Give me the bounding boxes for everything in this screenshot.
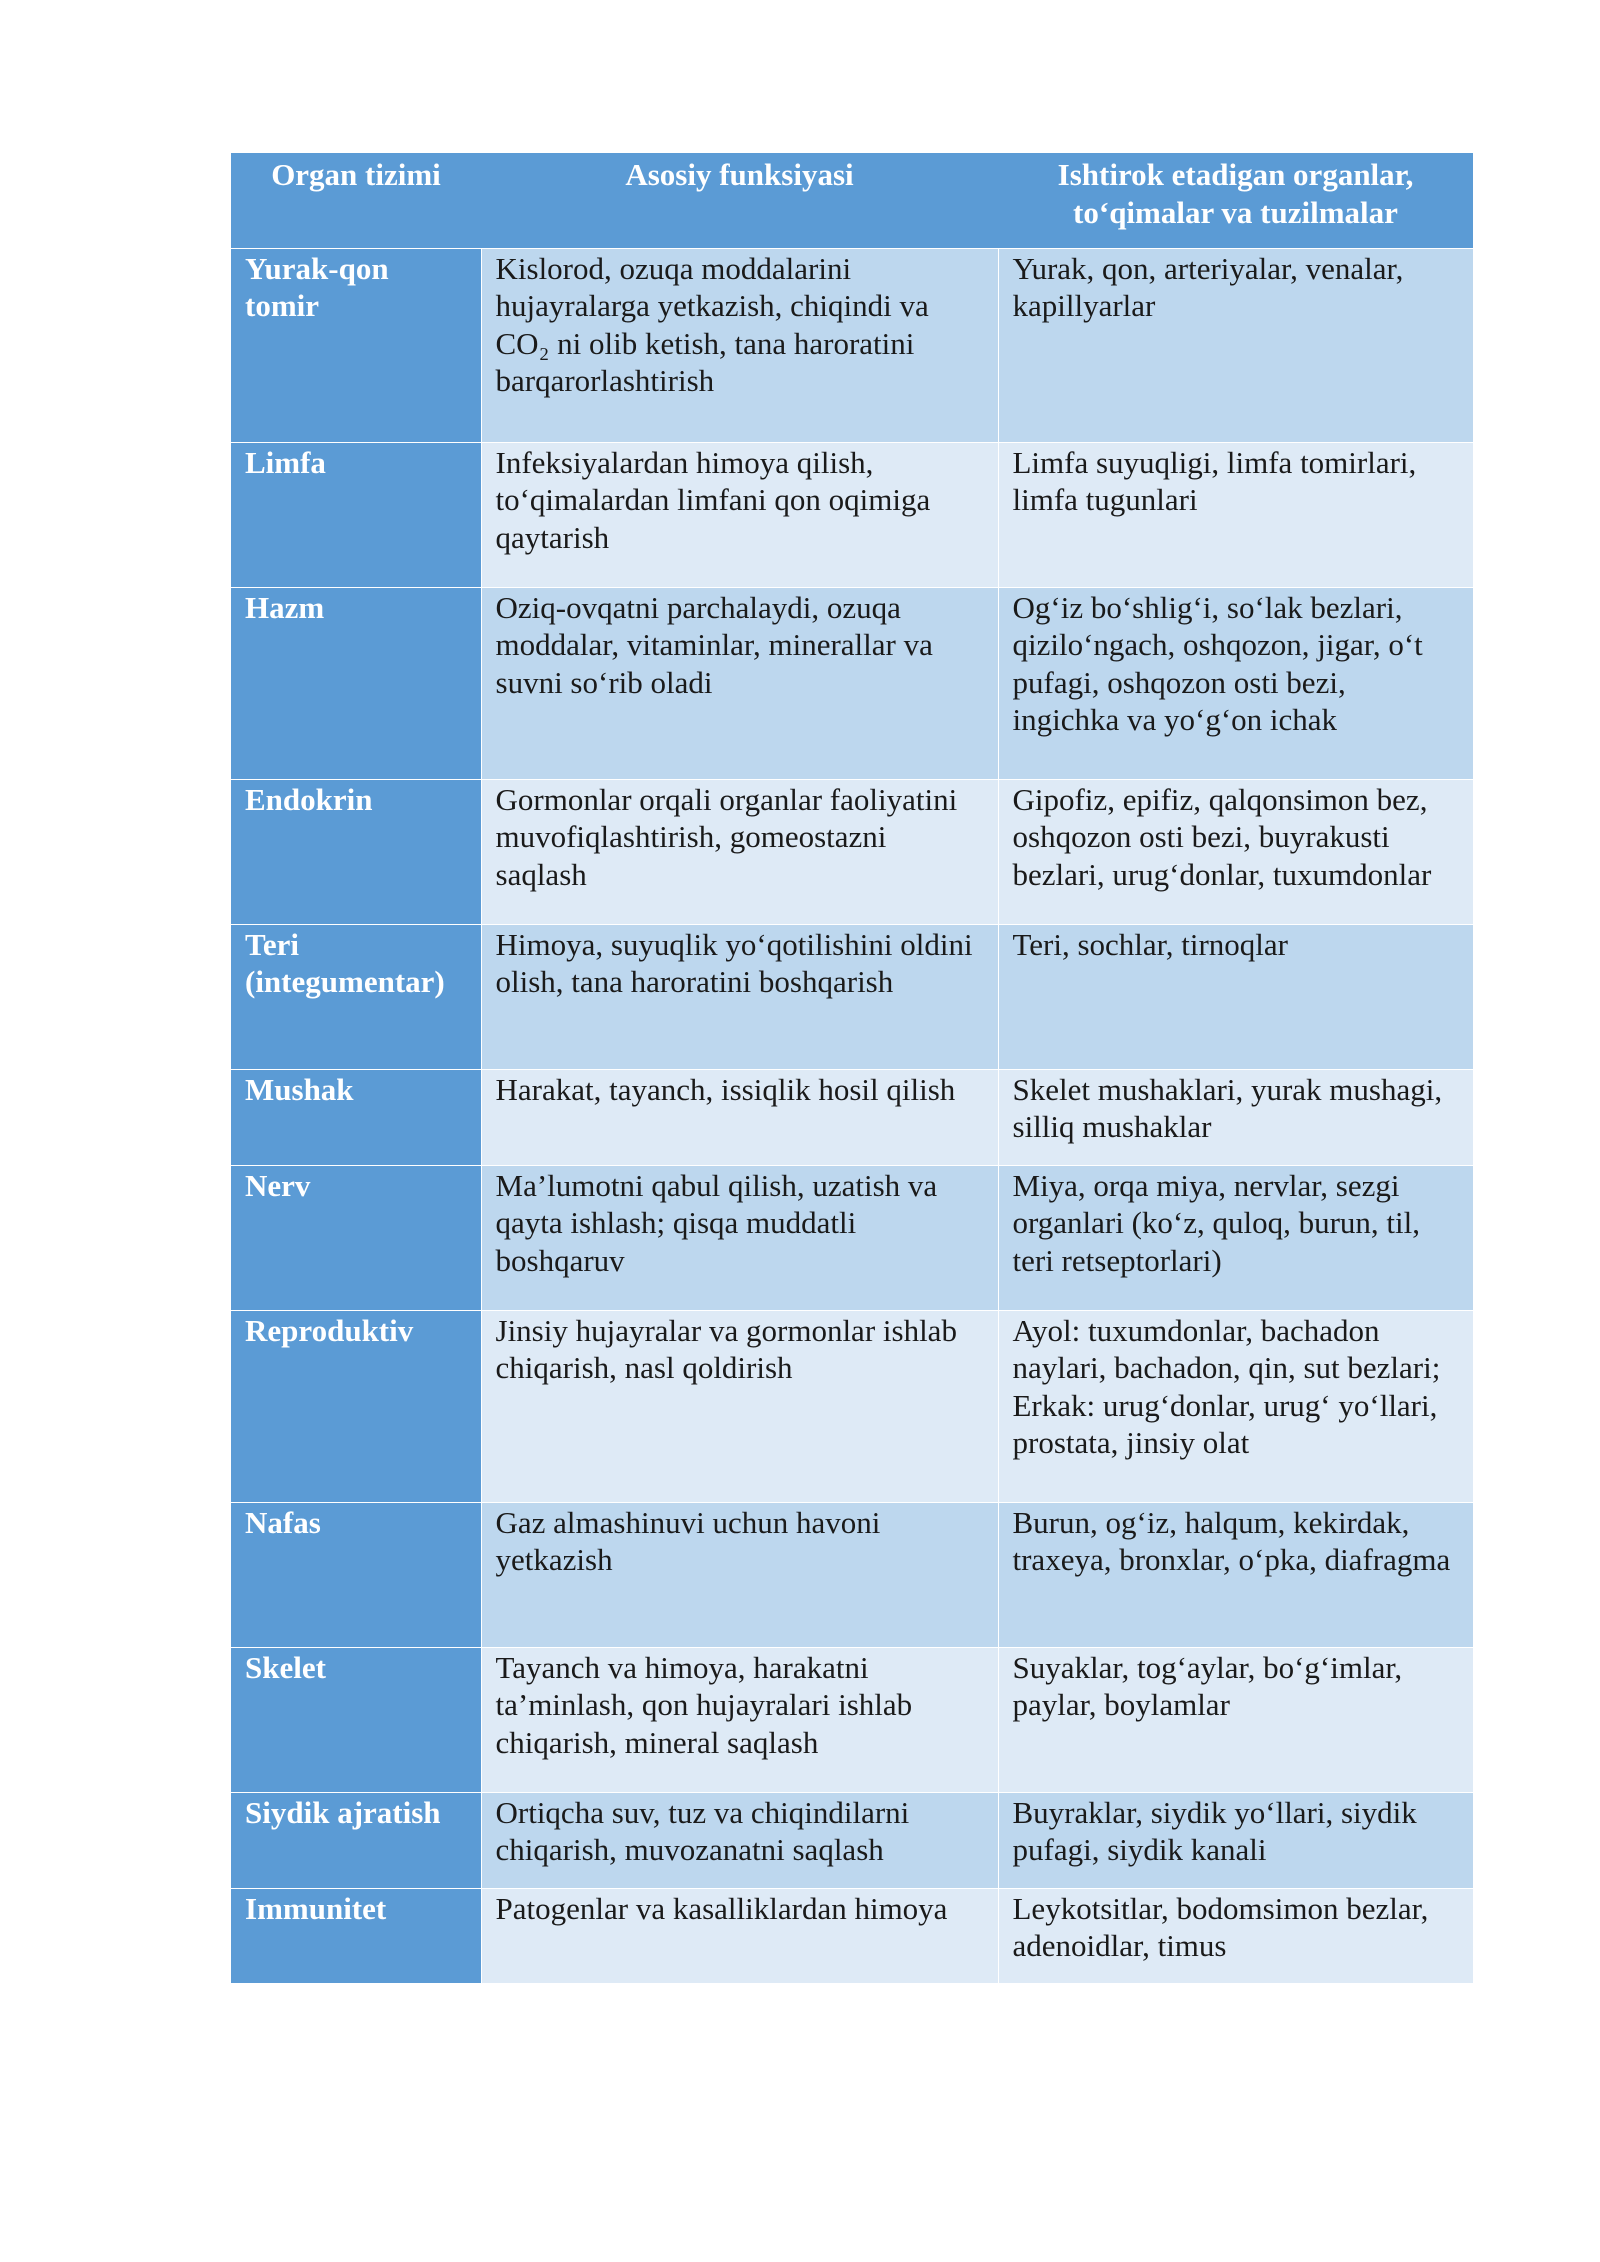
function-cell: Patogenlar va kasalliklardan himoya [481, 1888, 998, 1983]
header-organ-system: Organ tizimi [231, 153, 481, 248]
organs-cell: Teri, sochlar, tirnoqlar [998, 924, 1473, 1069]
function-cell: Tayanch va himoya, harakatni ta’minlash, qon hujayralari ishlab chiqarish, mineral saqlash [481, 1647, 998, 1792]
organ-system-name: Yurak-qon tomir [231, 248, 481, 442]
organs-cell: Miya, orqa miya, nervlar, sezgi organlari (ko‘z, quloq, burun, til, teri retseptorlari) [998, 1165, 1473, 1310]
function-cell: Gormonlar orqali organlar faoliyatini muvofiqlashtirish, gomeostazni saqlash [481, 779, 998, 924]
table-row [231, 1792, 1473, 1888]
organ-system-name: Limfa [231, 442, 481, 587]
table-row [231, 1069, 1473, 1165]
organ-system-name: Nerv [231, 1165, 481, 1310]
organ-systems-table [231, 153, 1473, 1983]
organs-cell: Leykotsitlar, bodomsimon bezlar, adenoidlar, timus [998, 1888, 1473, 1983]
organ-system-name: Immunitet [231, 1888, 481, 1983]
organs-cell: Buyraklar, siydik yo‘llari, siydik pufagi, siydik kanali [998, 1792, 1473, 1888]
table-row [231, 1310, 1473, 1502]
header-organs-involved: Ishtirok etadigan organlar, to‘qimalar va tuzilmalar [998, 153, 1473, 248]
organ-system-name: Reproduktiv [231, 1310, 481, 1502]
organs-cell: Suyaklar, tog‘aylar, bo‘g‘imlar, paylar, boylamlar [998, 1647, 1473, 1792]
organ-system-name: Hazm [231, 587, 481, 779]
organ-system-name: Nafas [231, 1502, 481, 1647]
table-row [231, 1888, 1473, 1983]
function-cell: Ortiqcha suv, tuz va chiqindilarni chiqarish, muvozanatni saqlash [481, 1792, 998, 1888]
organ-system-name: Mushak [231, 1069, 481, 1165]
function-cell: Jinsiy hujayralar va gormonlar ishlab chiqarish, nasl qoldirish [481, 1310, 998, 1502]
function-cell: Harakat, tayanch, issiqlik hosil qilish [481, 1069, 998, 1165]
organ-system-name: Endokrin [231, 779, 481, 924]
function-cell: Himoya, suyuqlik yo‘qotilishini oldini olish, tana haroratini boshqarish [481, 924, 998, 1069]
organs-cell: Og‘iz bo‘shlig‘i, so‘lak bezlari, qizilo‘ngach, oshqozon, jigar, o‘t pufagi, oshqozon osti bezi, ingichka va yo‘g‘on ichak [998, 587, 1473, 779]
function-cell: Ma’lumotni qabul qilish, uzatish va qayta ishlash; qisqa muddatli boshqaruv [481, 1165, 998, 1310]
organ-system-name: Siydik ajratish [231, 1792, 481, 1888]
organs-cell: Yurak, qon, arteriyalar, venalar, kapillyarlar [998, 248, 1473, 442]
function-cell: Kislorod, ozuqa moddalarini hujayralarga yetkazish, chiqindi va CO₂ ni olib ketish, tana haroratini barqarorlashtirish [481, 248, 998, 442]
table-row [231, 1502, 1473, 1647]
table-row [231, 442, 1473, 587]
organs-cell: Limfa suyuqligi, limfa tomirlari, limfa tugunlari [998, 442, 1473, 587]
function-cell: Infeksiyalardan himoya qilish, to‘qimalardan limfani qon oqimiga qaytarish [481, 442, 998, 587]
table-row [231, 1165, 1473, 1310]
organs-cell: Skelet mushaklari, yurak mushagi, silliq mushaklar [998, 1069, 1473, 1165]
table-row [231, 587, 1473, 779]
organs-cell: Burun, og‘iz, halqum, kekirdak, traxeya, bronxlar, o‘pka, diafragma [998, 1502, 1473, 1647]
header-main-function: Asosiy funksiyasi [481, 153, 998, 248]
organ-system-name: Skelet [231, 1647, 481, 1792]
function-cell: Gaz almashinuvi uchun havoni yetkazish [481, 1502, 998, 1647]
organs-cell: Gipofiz, epifiz, qalqonsimon bez, oshqozon osti bezi, buyrakusti bezlari, urug‘donlar, tuxumdonlar [998, 779, 1473, 924]
function-cell: Oziq-ovqatni parchalaydi, ozuqa moddalar, vitaminlar, minerallar va suvni so‘rib oladi [481, 587, 998, 779]
table-row [231, 1647, 1473, 1792]
table-header-row [231, 153, 1473, 248]
table-row [231, 779, 1473, 924]
organ-system-name: Teri (integumentar) [231, 924, 481, 1069]
table-row [231, 924, 1473, 1069]
table-row [231, 248, 1473, 442]
organs-cell: Ayol: tuxumdonlar, bachadon naylari, bachadon, qin, sut bezlari; Erkak: urug‘donlar, urug‘ yo‘llari, prostata, jinsiy olat [998, 1310, 1473, 1502]
